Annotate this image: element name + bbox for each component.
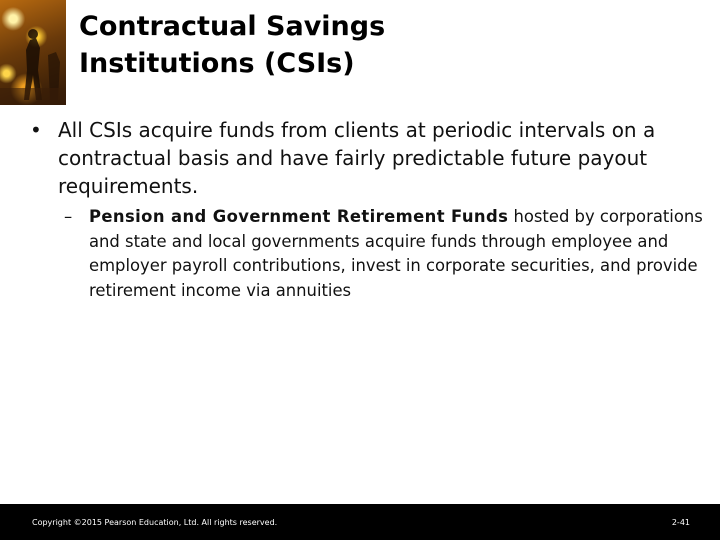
copyright-notice: Copyright ©2015 Pearson Education, Ltd. All rights reserved. — [32, 518, 278, 527]
sub-bullet-term: Pension and Government Retirement Funds — [89, 207, 509, 226]
night-street-figures-icon — [0, 0, 66, 105]
sub-bullet-text: hosted by corporations and state and local governments acquire funds through employee and employer payroll contributions, invest in corporate securities, and provide retirement income via annuities — [89, 207, 703, 300]
slide-title-line2: Institutions (CSIs) — [79, 48, 355, 79]
sub-bullet-content — [89, 205, 704, 303]
sub-bullet — [64, 205, 704, 303]
footer-bar — [0, 504, 720, 540]
main-bullet-text: All CSIs acquire funds from clients at periodic intervals on a contractual basis and have fairly predictable future payout requirements. — [58, 118, 656, 198]
slide-number: 2-41 — [671, 518, 690, 527]
bullet-marker: • — [30, 118, 42, 142]
slide-title-line1: Contractual Savings — [79, 11, 386, 42]
slide-title — [79, 8, 699, 82]
corner-decorative-photo — [0, 0, 66, 105]
main-bullet — [30, 116, 690, 200]
sub-bullet-marker: – — [64, 207, 73, 226]
